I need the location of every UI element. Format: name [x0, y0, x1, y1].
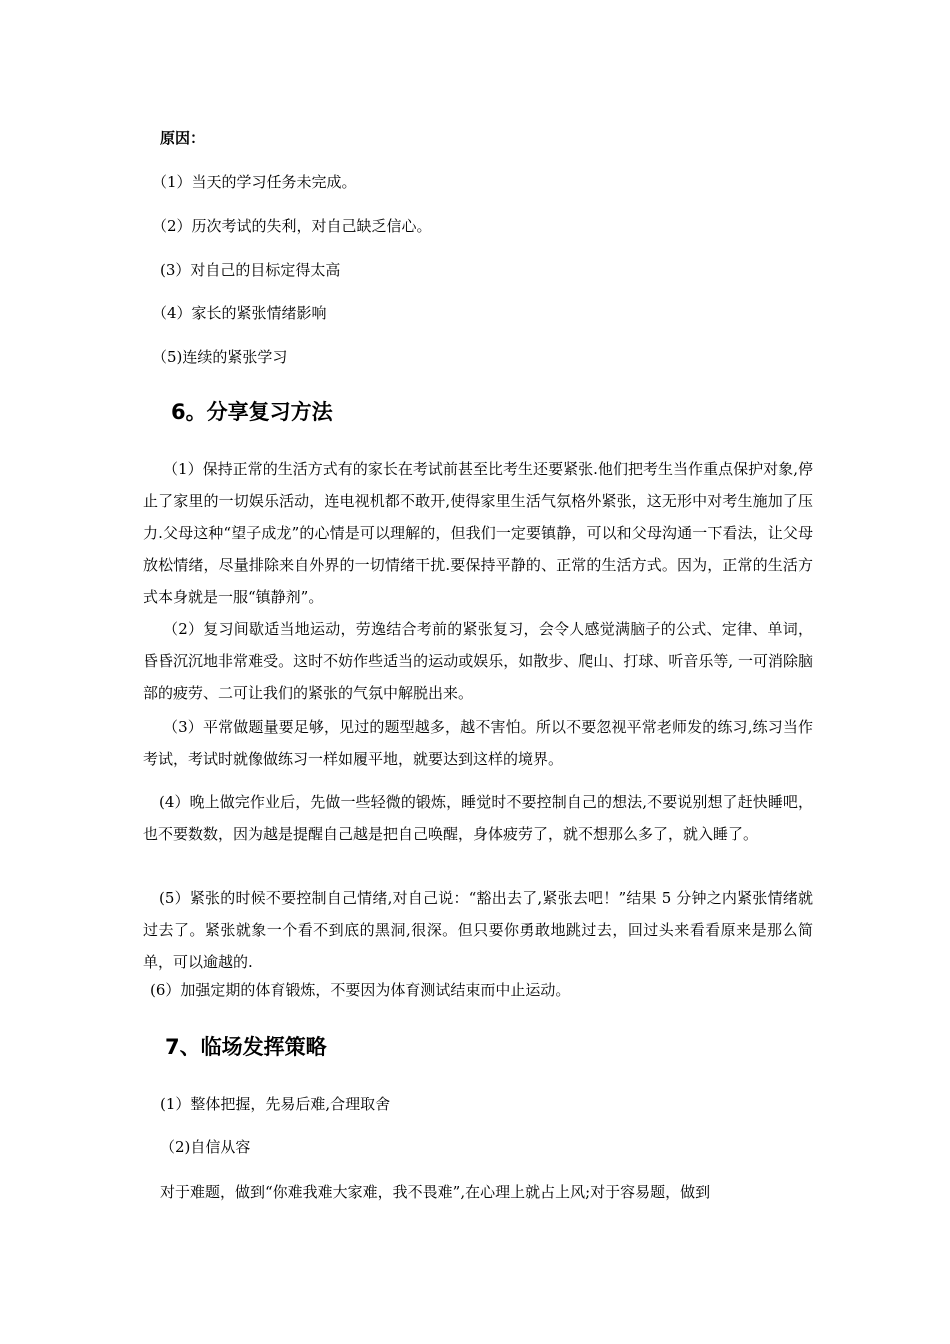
reason-item: （4）家长的紧张情绪影响 — [152, 304, 327, 322]
paragraph: （2）复习间歇适当地运动，劳逸结合考前的紧张复习，会令人感觉满脑子的公式、定律、单词，昏昏沉沉地非常难受。这时不妨作些适当的运动或娱乐，如散步、爬山、打球、听音乐等, 一可消除脑部的疲劳、二可让我们的紧张的气氛中解脱出来。 — [143, 620, 813, 702]
section-heading: 6。分享复习方法 — [171, 400, 333, 424]
reason-item: （5)连续的紧张学习 — [152, 348, 288, 366]
list-item: 对于难题，做到“你难我难大家难，我不畏难”,在心理上就占上风;对于容易题，做到 — [160, 1183, 711, 1201]
paragraph: (6）加强定期的体育锻炼，不要因为体育测试结束而中止运动。 — [150, 981, 571, 999]
paragraph: (5）紧张的时候不要控制自己情绪,对自己说：“豁出去了,紧张去吧！”结果 5 分钟之内紧张情绪就过去了。紧张就象一个看不到底的黑洞,很深。但只要你勇敢地跳过去，回过头来看看原来是那么简单，可以逾越的. — [143, 889, 813, 971]
reason-item: (3）对自己的目标定得太高 — [160, 261, 341, 279]
section-heading: 7、临场发挥策略 — [165, 1035, 327, 1059]
list-item: (1）整体把握，先易后难,合理取舍 — [160, 1095, 391, 1113]
reasons-title: 原因： — [160, 129, 206, 147]
paragraph: (4）晚上做完作业后，先做一些轻微的锻炼，睡觉时不要控制自己的想法,不要说别想了赶快睡吧，也不要数数，因为越是提醒自己越是把自己唤醒，身体疲劳了，就不想那么多了，就入睡了。 — [143, 793, 813, 843]
list-item: （2)自信从容 — [160, 1138, 251, 1156]
paragraph: （3）平常做题量要足够，见过的题型越多，越不害怕。所以不要忽视平常老师发的练习,练习当作考试，考试时就像做练习一样如履平地，就要达到这样的境界。 — [143, 718, 813, 768]
paragraph: （1）保持正常的生活方式有的家长在考试前甚至比考生还要紧张.他们把考生当作重点保护对象,停止了家里的一切娱乐活动，连电视机都不敢开,使得家里生活气氛格外紧张，这无形中对考生施加了压力.父母这种“望子成龙”的心情是可以理解的，但我们一定要镇静，可以和父母沟通一下看法，让父母放松情绪，尽量排除来自外界的一切情绪干扰.要保持平静的、正常的生活方式。因为，正常的生活方式本身就是一服“镇静剂”。 — [143, 460, 813, 606]
reason-item: （1）当天的学习任务未完成。 — [152, 173, 357, 191]
reason-item: （2）历次考试的失利，对自己缺乏信心。 — [152, 217, 432, 235]
